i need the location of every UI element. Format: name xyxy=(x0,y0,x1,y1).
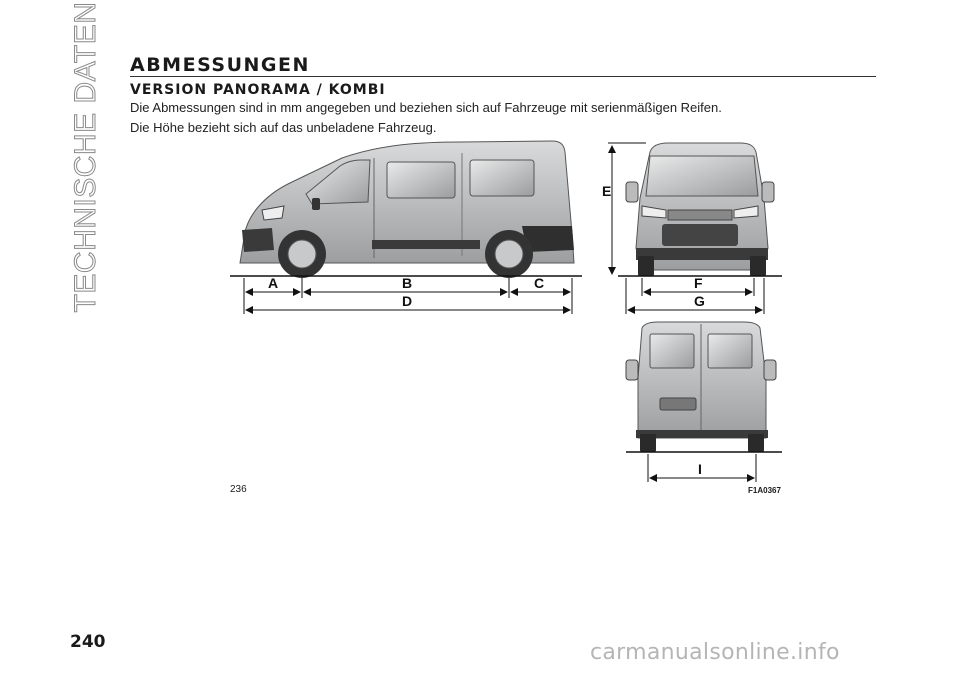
page-title: ABMESSUNGEN xyxy=(130,54,310,76)
title-divider xyxy=(130,76,876,77)
rear-dimensions xyxy=(648,454,756,482)
page-number: 240 xyxy=(70,632,106,652)
side-view-van xyxy=(230,141,582,278)
dimension-label-a: A xyxy=(268,275,279,291)
figure-number: 236 xyxy=(230,484,247,495)
figure-code: F1A0367 xyxy=(748,486,781,495)
section-subtitle: VERSION PANORAMA / KOMBI xyxy=(130,82,386,98)
dimension-label-d: D xyxy=(402,293,413,309)
dimensions-figure xyxy=(222,138,782,498)
dimension-label-i: I xyxy=(698,461,702,477)
front-view-van xyxy=(618,143,782,276)
side-dimensions xyxy=(244,275,572,314)
section-side-tab xyxy=(60,1,112,313)
watermark-text: carmanualsonline.info xyxy=(590,640,840,665)
dimension-label-g: G xyxy=(694,293,705,309)
rear-view-van xyxy=(626,322,782,452)
section-label: TECHNISCHE DATEN xyxy=(69,1,102,313)
dimension-label-c: C xyxy=(534,275,545,291)
intro-paragraph: Die Abmessungen sind in mm angegeben und beziehen sich auf Fahrzeuge mit serienmäßigen Reifen. xyxy=(130,100,722,115)
dimension-label-f: F xyxy=(694,275,703,291)
height-note-paragraph: Die Höhe bezieht sich auf das unbeladene Fahrzeug. xyxy=(130,120,437,135)
dimension-label-e: E xyxy=(602,183,612,199)
dimension-label-b: B xyxy=(402,275,413,291)
